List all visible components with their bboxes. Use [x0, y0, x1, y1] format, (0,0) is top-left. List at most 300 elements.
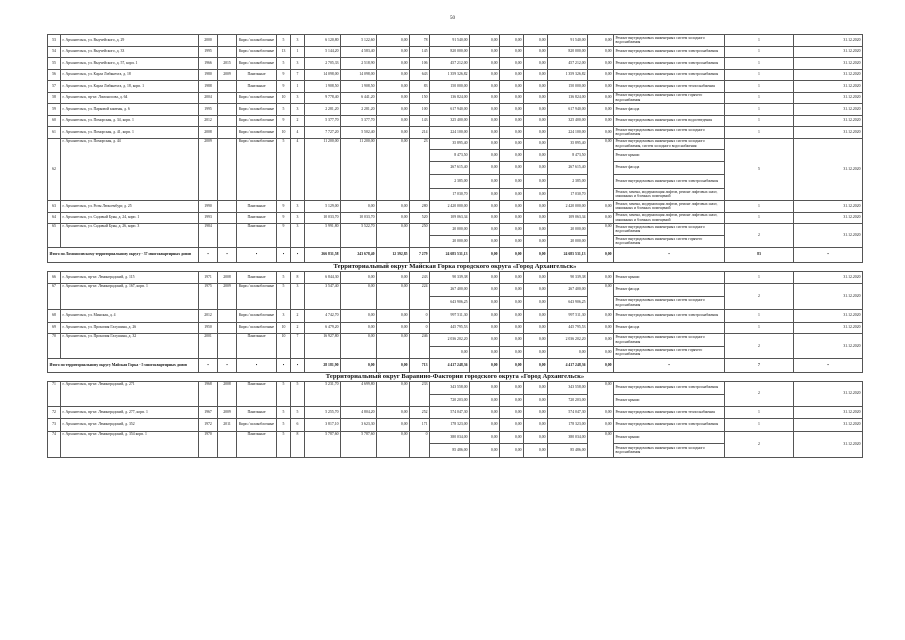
owners-share: 20 000,00: [548, 235, 588, 248]
deadline: 31.12.2020: [794, 284, 863, 310]
row-number: 54: [48, 46, 61, 58]
year-repair: [218, 431, 237, 457]
owners-share: 457 212,00: [548, 58, 588, 70]
repair-cost: 457 212,00: [430, 58, 470, 70]
work-type: Ремонт внутридомовых инженерных систем холодного водоснабжения: [614, 444, 725, 458]
table-row: [48, 92, 863, 104]
work-type: Ремонт внутридомовых инженерных систем холодного водоснабжения: [614, 334, 725, 347]
local-share: 0,00: [524, 444, 548, 458]
table-row: [48, 69, 863, 81]
repair-cost: 343 558,00: [430, 381, 470, 395]
nonresidential-area: 0,00: [377, 127, 410, 139]
work-type: Ремонт крыши: [614, 395, 725, 407]
nonresidential-area: 0,00: [377, 322, 410, 334]
total-dot: •: [218, 248, 237, 263]
deadline: 31.12.2020: [794, 58, 863, 70]
table-row: [48, 104, 863, 116]
residential-area: 4 583,40: [341, 46, 377, 58]
section-total-label: Итого по Ломоносовскому территориальному округу - 37 многоквартирных домов: [48, 248, 199, 263]
address: г. Архангельск, ул. Садовый Буян, д. 24, корп. 1: [61, 212, 199, 224]
residential-area: 14 098,00: [341, 69, 377, 81]
wall-material: Панельные: [237, 406, 277, 419]
local-share: 0,00: [524, 334, 548, 347]
budget-share: 0,00: [500, 104, 524, 116]
work-type: Ремонт фасада: [614, 104, 725, 116]
total-dot: •: [614, 248, 725, 263]
work-type: Ремонт, замена, модернизация лифтов, ремонт лифтовых шахт, машинных и блочных помещений: [614, 188, 725, 201]
work-type: Ремонт внутридомовых инженерных систем электроснабжения: [614, 69, 725, 81]
local-share: 0,00: [524, 115, 548, 127]
residents: 0: [410, 322, 430, 334]
year-repair: 2015: [218, 58, 237, 70]
unit-cost: 0,00: [588, 201, 614, 213]
repair-cost: 617 940,00: [430, 104, 470, 116]
total-nonresidential-area: 12 392,85: [377, 248, 410, 263]
repair-cost: 8 473,50: [430, 150, 470, 162]
residents: 0: [410, 310, 430, 323]
unit-cost: 0,00: [588, 419, 614, 432]
residents: 143: [410, 115, 430, 127]
local-share: 0,00: [524, 419, 548, 432]
deadline: 31.12.2020: [794, 138, 863, 201]
total-dot: •: [218, 359, 237, 373]
address: г. Архангельск, ул. Поморская, д. 44: [61, 138, 199, 201]
work-type: Ремонт крыши: [614, 431, 725, 444]
total-dot: •: [614, 359, 725, 373]
entrances: 3: [291, 201, 305, 213]
floors: 9: [277, 81, 291, 93]
total-budget-share: 0,00: [500, 248, 524, 263]
local-share: 0,00: [524, 175, 548, 189]
year-repair: [218, 224, 237, 248]
table-row: [48, 334, 863, 347]
local-share: 0,00: [524, 346, 548, 359]
year-built: 1993: [199, 212, 218, 224]
repair-cost: 109 063,34: [430, 212, 470, 224]
year-repair: 2009: [218, 284, 237, 310]
deadline: 31.12.2020: [794, 81, 863, 93]
wall-material: Панельные: [237, 271, 277, 284]
year-repair: 2009: [218, 406, 237, 419]
wall-material: Панельные: [237, 431, 277, 457]
address: г. Архангельск, пр-кт. Ленинградский, д. 115: [61, 271, 199, 284]
address: г. Архангельск, пр-кт. Ленинградский, д. 277, корп. 1: [61, 406, 199, 419]
floors: 5: [277, 138, 291, 201]
deadline: 31.12.2020: [794, 419, 863, 432]
nonresidential-area: 0,00: [377, 104, 410, 116]
year-repair: 2008: [218, 271, 237, 284]
work-type: Ремонт внутридомовых инженерных систем холодного водоснабжения: [614, 224, 725, 236]
fund-share: 0,00: [470, 284, 500, 297]
repair-cost: 267 615,40: [430, 161, 470, 175]
row-number: 59: [48, 104, 61, 116]
work-type: Ремонт, замена, модернизация лифтов, ремонт лифтовых шахт, машинных и блочных помещений: [614, 201, 725, 213]
floors: 9: [277, 224, 291, 248]
fund-share: 0,00: [470, 235, 500, 248]
section-title: Территориальный округ Майская Горка городского округа «Город Архангельск»: [48, 262, 863, 271]
year-built: 1971: [199, 271, 218, 284]
fund-share: 0,00: [470, 212, 500, 224]
section-total-row: [48, 359, 863, 373]
local-share: 0,00: [524, 188, 548, 201]
row-number: 69: [48, 322, 61, 334]
row-number: 67: [48, 284, 61, 310]
total-area: 28 181,90: [305, 359, 341, 373]
total-area: 4 742,70: [305, 310, 341, 323]
year-built: 1980: [199, 69, 218, 81]
repair-cost: 997 511,30: [430, 310, 470, 323]
owners-share: 20 000,00: [548, 224, 588, 236]
residential-area: 1 908,50: [341, 81, 377, 93]
budget-share: 0,00: [500, 444, 524, 458]
budget-share: 0,00: [500, 81, 524, 93]
year-built: 1990: [199, 201, 218, 213]
work-type: Ремонт внутридомовых инженерных систем электроснабжения: [614, 58, 725, 70]
residents: 150: [410, 92, 430, 104]
wall-material: Кирп./ шлакоблочные: [237, 284, 277, 310]
total-budget-share: 0,00: [500, 359, 524, 373]
entrances: 3: [291, 284, 305, 310]
residents: 246: [410, 334, 430, 359]
year-repair: [218, 138, 237, 201]
owners-share: 91 540,00: [548, 35, 588, 47]
work-type: Ремонт внутридомовых инженерных систем электроснабжения: [614, 46, 725, 58]
unit-cost: 0,00: [588, 224, 614, 248]
row-number: 72: [48, 406, 61, 419]
deadline: 31.12.2020: [794, 127, 863, 139]
address: г. Архангельск, ул. Минская, д. 4: [61, 310, 199, 323]
residents: 23: [410, 138, 430, 201]
budget-share: 0,00: [500, 161, 524, 175]
unit-cost: 0,00: [588, 212, 614, 224]
work-count: 1: [725, 46, 794, 58]
unit-cost: 0,00: [588, 58, 614, 70]
work-type: Ремонт внутридомовых инженерных систем холодного водоснабжения: [614, 127, 725, 139]
address: г. Архангельск, пр-кт. Ленинградский, д. 167, корп. 1: [61, 284, 199, 310]
fund-share: 0,00: [470, 175, 500, 189]
repair-cost: 720 203,00: [430, 395, 470, 407]
floors: 5: [277, 381, 291, 406]
total-work-count: 7: [725, 359, 794, 373]
repair-cost: 325 400,00: [430, 115, 470, 127]
work-type: Ремонт внутридомовых инженерных систем горячего водоснабжения: [614, 235, 725, 248]
floors: 5: [277, 58, 291, 70]
work-type: Ремонт крыши: [614, 150, 725, 162]
unit-cost: 0,00: [588, 346, 614, 359]
wall-material: Кирп./ шлакоблочные: [237, 322, 277, 334]
row-number: 53: [48, 35, 61, 47]
entrances: 4: [291, 127, 305, 139]
owners-share: 997 511,30: [548, 310, 588, 323]
entrances: 6: [291, 419, 305, 432]
fund-share: 0,00: [470, 127, 500, 139]
owners-share: 136 824,00: [548, 92, 588, 104]
total-nonresidential-area: 0,00: [377, 359, 410, 373]
total-residents: 7 279: [410, 248, 430, 263]
unit-cost: 0,00: [588, 284, 614, 310]
total-area: 9 778,40: [305, 92, 341, 104]
nonresidential-area: 0,00: [377, 35, 410, 47]
budget-share: 0,00: [500, 381, 524, 395]
table-row: [48, 431, 863, 444]
local-share: 0,00: [524, 104, 548, 116]
nonresidential-area: 0,00: [377, 334, 410, 359]
entrances: 3: [291, 104, 305, 116]
deadline: 31.12.2020: [794, 69, 863, 81]
table-row: [48, 46, 863, 58]
local-share: 0,00: [524, 406, 548, 419]
section-title-row: [48, 262, 863, 271]
budget-share: 0,00: [500, 46, 524, 58]
unit-cost: 0,00: [588, 310, 614, 323]
wall-material: Кирп./ шлакоблочные: [237, 419, 277, 432]
owners-share: 35 895,40: [548, 138, 588, 150]
wall-material: Кирп./ шлакоблочные: [237, 115, 277, 127]
address: г. Архангельск, ул. Парковой камены, д. 6: [61, 104, 199, 116]
fund-share: 0,00: [470, 310, 500, 323]
budget-share: 0,00: [500, 346, 524, 359]
year-repair: 2009: [218, 69, 237, 81]
wall-material: Панельные: [237, 334, 277, 359]
total-dot: •: [237, 359, 277, 373]
owners-share: 0,00: [548, 346, 588, 359]
local-share: 0,00: [524, 395, 548, 407]
nonresidential-area: 0,00: [377, 406, 410, 419]
budget-share: 0,00: [500, 334, 524, 347]
year-built: 1988: [199, 81, 218, 93]
fund-share: 0,00: [470, 69, 500, 81]
repair-cost: 136 824,00: [430, 92, 470, 104]
fund-share: 0,00: [470, 271, 500, 284]
nonresidential-area: 0,00: [377, 115, 410, 127]
residential-area: 2 518,90: [341, 58, 377, 70]
fund-share: 0,00: [470, 296, 500, 310]
owners-share: 17 030,70: [548, 188, 588, 201]
total-dot: •: [199, 248, 218, 263]
budget-share: 0,00: [500, 58, 524, 70]
total-cost: 24 685 531,13: [430, 248, 470, 263]
wall-material: Кирп./ шлакоблочные: [237, 35, 277, 47]
residential-area: 0,00: [341, 271, 377, 284]
repair-cost: 20 000,00: [430, 235, 470, 248]
local-share: 0,00: [524, 127, 548, 139]
residential-area: 0,00: [341, 310, 377, 323]
fund-share: 0,00: [470, 138, 500, 150]
section-title: Территориальный округ Варавино-Фактория городского округа «Город Архангельск»: [48, 372, 863, 381]
budget-share: 0,00: [500, 115, 524, 127]
fund-share: 0,00: [470, 444, 500, 458]
work-type: Ремонт внутридомовых инженерных систем электроснабжения: [614, 175, 725, 189]
residents: 83: [410, 81, 430, 93]
budget-share: 0,00: [500, 322, 524, 334]
table-row: [48, 115, 863, 127]
address: г. Архангельск, пр-кт. Ленинградский, д. 271: [61, 381, 199, 406]
year-repair: [218, 212, 237, 224]
owners-share: 90 339,38: [548, 271, 588, 284]
table-row: [48, 212, 863, 224]
row-number: 58: [48, 92, 61, 104]
residents: 252: [410, 406, 430, 419]
repair-cost: 35 895,40: [430, 138, 470, 150]
row-number: 57: [48, 81, 61, 93]
budget-share: 0,00: [500, 310, 524, 323]
total-work-count: 83: [725, 248, 794, 263]
total-owners-share: 24 685 531,13: [548, 248, 588, 263]
work-count: 1: [725, 127, 794, 139]
repair-cost: 85 486,00: [430, 444, 470, 458]
residential-area: 5 522,70: [341, 224, 377, 248]
section-total-label: Итого по территориальному округу Майская Горка - 5 многоквартирных домов: [48, 359, 199, 373]
entrances: 8: [291, 431, 305, 457]
owners-share: 2 036 202,20: [548, 334, 588, 347]
work-count: 5: [725, 138, 794, 201]
fund-share: 0,00: [470, 46, 500, 58]
owners-share: 1 359 326,82: [548, 69, 588, 81]
budget-share: 0,00: [500, 212, 524, 224]
residents: 643: [410, 69, 430, 81]
deadline: 31.12.2020: [794, 431, 863, 457]
total-area: 11 200,00: [305, 138, 341, 201]
owners-share: 643 906,25: [548, 296, 588, 310]
fund-share: 0,00: [470, 58, 500, 70]
nonresidential-area: 0,00: [377, 58, 410, 70]
unit-cost: 0,00: [588, 334, 614, 347]
unit-cost: 0,00: [588, 406, 614, 419]
work-count: 1: [725, 212, 794, 224]
total-dot: •: [794, 248, 863, 263]
year-built: 1966: [199, 58, 218, 70]
address: г. Архангельск, ул. Карла Либкнехта, д. 18: [61, 69, 199, 81]
total-owners-share: 4 417 248,36: [548, 359, 588, 373]
total-residential-area: 0,00: [341, 359, 377, 373]
work-count: 1: [725, 201, 794, 213]
residential-area: 4 699,80: [341, 381, 377, 406]
work-type: Ремонт, замена, модернизация лифтов, ремонт лифтовых шахт, машинных и блочных помещений: [614, 212, 725, 224]
residents: 214: [410, 127, 430, 139]
year-repair: [218, 310, 237, 323]
residential-area: 6 441,20: [341, 92, 377, 104]
repair-cost: 445 795,53: [430, 322, 470, 334]
total-dot: •: [291, 248, 305, 263]
work-type: Ремонт внутридомовых инженерных систем горячего водоснабжения: [614, 346, 725, 359]
wall-material: Кирп./ шлакоблочные: [237, 92, 277, 104]
local-share: 0,00: [524, 431, 548, 444]
budget-share: 0,00: [500, 406, 524, 419]
local-share: 0,00: [524, 161, 548, 175]
local-share: 0,00: [524, 58, 548, 70]
local-share: 0,00: [524, 296, 548, 310]
nonresidential-area: 0,00: [377, 212, 410, 224]
year-built: 2004: [199, 92, 218, 104]
owners-share: 109 063,34: [548, 212, 588, 224]
year-repair: [218, 46, 237, 58]
year-built: 1975: [199, 284, 218, 310]
total-residents: 713: [410, 359, 430, 373]
floors: 5: [277, 419, 291, 432]
total-area: 6 479,20: [305, 322, 341, 334]
residential-area: 0,00: [341, 322, 377, 334]
year-repair: [218, 81, 237, 93]
owners-share: 820 000,00: [548, 46, 588, 58]
owners-share: 574 047,30: [548, 406, 588, 419]
residential-area: 5 502,40: [341, 127, 377, 139]
floors: 5: [277, 271, 291, 284]
work-type: Ремонт фасада: [614, 322, 725, 334]
residential-area: 0,00: [341, 284, 377, 310]
local-share: 0,00: [524, 310, 548, 323]
residents: 145: [410, 46, 430, 58]
fund-share: 0,00: [470, 104, 500, 116]
fund-share: 0,00: [470, 395, 500, 407]
table-row: [48, 381, 863, 395]
year-built: 1967: [199, 406, 218, 419]
owners-share: 267 615,40: [548, 161, 588, 175]
budget-share: 0,00: [500, 395, 524, 407]
table-row: [48, 138, 863, 150]
floors: 5: [277, 406, 291, 419]
deadline: 31.12.2020: [794, 310, 863, 323]
table-row: [48, 35, 863, 47]
total-area: 5 255,70: [305, 406, 341, 419]
total-unit-cost: 0,00: [588, 248, 614, 263]
deadline: 31.12.2020: [794, 92, 863, 104]
repair-cost: 20 000,00: [430, 224, 470, 236]
address: г. Архангельск, ул. Выучейского, д. 57, корп. 1: [61, 58, 199, 70]
address: г. Архангельск, ул. Розы Люксембург, д. 25: [61, 201, 199, 213]
floors: 13: [277, 46, 291, 58]
budget-share: 0,00: [500, 150, 524, 162]
work-type: Ремонт внутридомовых инженерных систем электроснабжения: [614, 381, 725, 395]
total-area: 5 991,80: [305, 224, 341, 248]
entrances: 5: [291, 381, 305, 406]
total-dot: •: [291, 359, 305, 373]
table-row: [48, 419, 863, 432]
deadline: 31.12.2020: [794, 104, 863, 116]
wall-material: Панельные: [237, 81, 277, 93]
total-area: 7 727,20: [305, 127, 341, 139]
total-fund-share: 0,00: [470, 359, 500, 373]
local-share: 0,00: [524, 69, 548, 81]
budget-share: 0,00: [500, 419, 524, 432]
total-cost: 4 417 248,36: [430, 359, 470, 373]
year-built: 2009: [199, 138, 218, 201]
repair-cost: 380 034,00: [430, 431, 470, 444]
fund-share: 0,00: [470, 431, 500, 444]
local-share: 0,00: [524, 322, 548, 334]
local-share: 0,00: [524, 92, 548, 104]
residents: 0: [410, 431, 430, 457]
nonresidential-area: 0,00: [377, 284, 410, 310]
budget-share: 0,00: [500, 92, 524, 104]
unit-cost: 0,00: [588, 271, 614, 284]
year-built: 2001: [199, 334, 218, 359]
entrances: 3: [291, 58, 305, 70]
entrances: 2: [291, 115, 305, 127]
wall-material: Кирп./ шлакоблочные: [237, 46, 277, 58]
deadline: 31.12.2020: [794, 115, 863, 127]
total-dot: •: [199, 359, 218, 373]
wall-material: Кирп./ шлакоблочные: [237, 104, 277, 116]
budget-share: 0,00: [500, 431, 524, 444]
residential-area: 5 787,60: [341, 431, 377, 457]
total-local-share: 0,00: [524, 248, 548, 263]
unit-cost: 0,00: [588, 35, 614, 47]
wall-material: Панельные: [237, 69, 277, 81]
year-repair: 2008: [218, 381, 237, 406]
work-count: 1: [725, 419, 794, 432]
nonresidential-area: 0,00: [377, 92, 410, 104]
budget-share: 0,00: [500, 35, 524, 47]
